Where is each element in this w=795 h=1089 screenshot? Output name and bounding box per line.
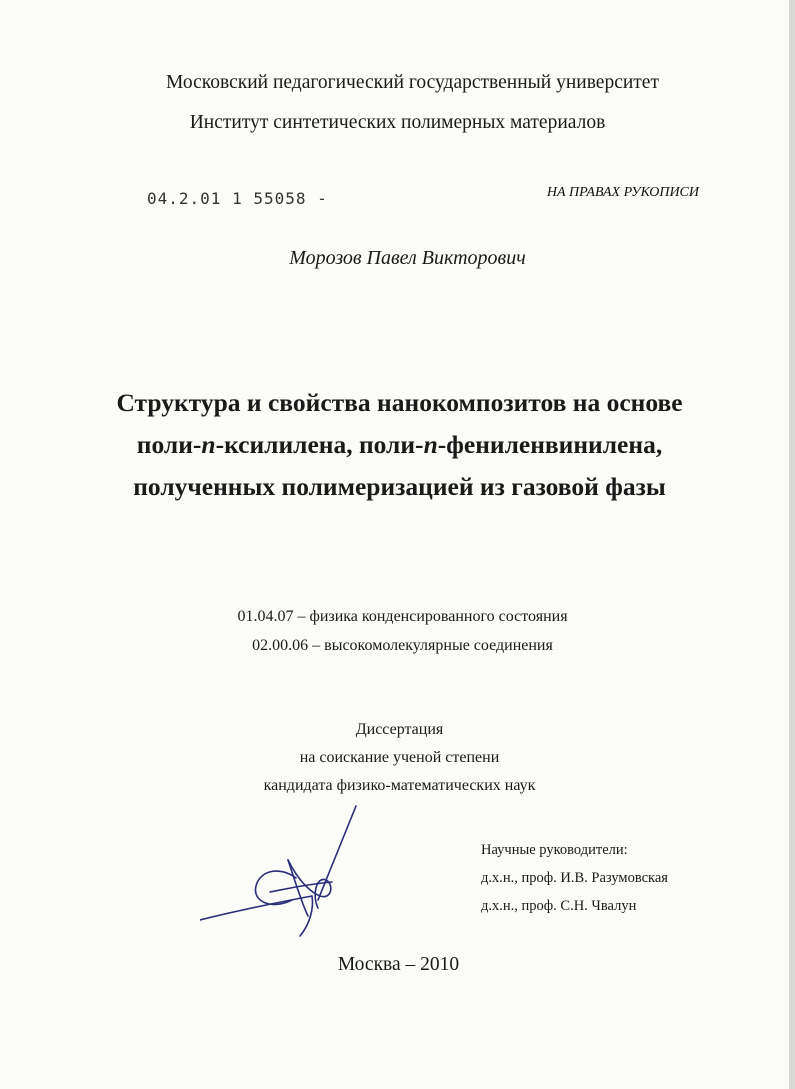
- university-line: Московский педагогический государственный университет: [166, 72, 659, 93]
- title-line-2-c: -ксилилена, поли-: [215, 430, 424, 459]
- handwritten-signature: [200, 800, 380, 940]
- author-name: [0, 247, 795, 270]
- institute-name: [0, 112, 795, 134]
- specialty-1: 01.04.07 – физика конденсированного состояния: [237, 608, 568, 625]
- title-line-2-a: поли-: [136, 430, 202, 459]
- thesis-title: [0, 382, 795, 508]
- dissertation-line-2: на соискание ученой степени: [299, 749, 500, 766]
- specialties: [0, 602, 795, 660]
- advisor-1: д.х.н., проф. И.В. Разумовская: [481, 870, 668, 886]
- title-line-2-d: п: [423, 430, 438, 459]
- rights-note: НА ПРАВАХ РУКОПИСИ: [546, 185, 699, 200]
- title-line-2-e: -фениленвинилена,: [437, 430, 663, 459]
- advisors-heading: Научные руководители:: [481, 842, 628, 858]
- dissertation-line-3: кандидата физико-математических наук: [263, 777, 536, 794]
- university-name: [0, 72, 795, 94]
- page-edge-shadow: [789, 0, 795, 1089]
- title-line-2: [0, 424, 795, 466]
- advisor-2: д.х.н., проф. С.Н. Чвалун: [481, 898, 637, 914]
- title-line-2-b: п: [201, 430, 216, 459]
- registration-stamp: 04.2.01 1 55058 -: [147, 189, 328, 208]
- title-line-1: Структура и свойства нанокомпозитов на основе: [116, 388, 683, 417]
- author-line: Морозов Павел Викторович: [289, 247, 526, 269]
- advisors-block: [481, 836, 668, 920]
- city-year: [0, 954, 795, 976]
- dissertation-info: [0, 716, 795, 800]
- city-year-line: Москва – 2010: [337, 954, 460, 975]
- title-line-3: полученных полимеризацией из газовой фазы: [133, 472, 666, 501]
- dissertation-line-1: Диссертация: [355, 721, 444, 738]
- specialty-2: 02.00.06 – высокомолекулярные соединения: [252, 637, 553, 654]
- institute-line: Институт синтетических полимерных материалов: [189, 112, 606, 133]
